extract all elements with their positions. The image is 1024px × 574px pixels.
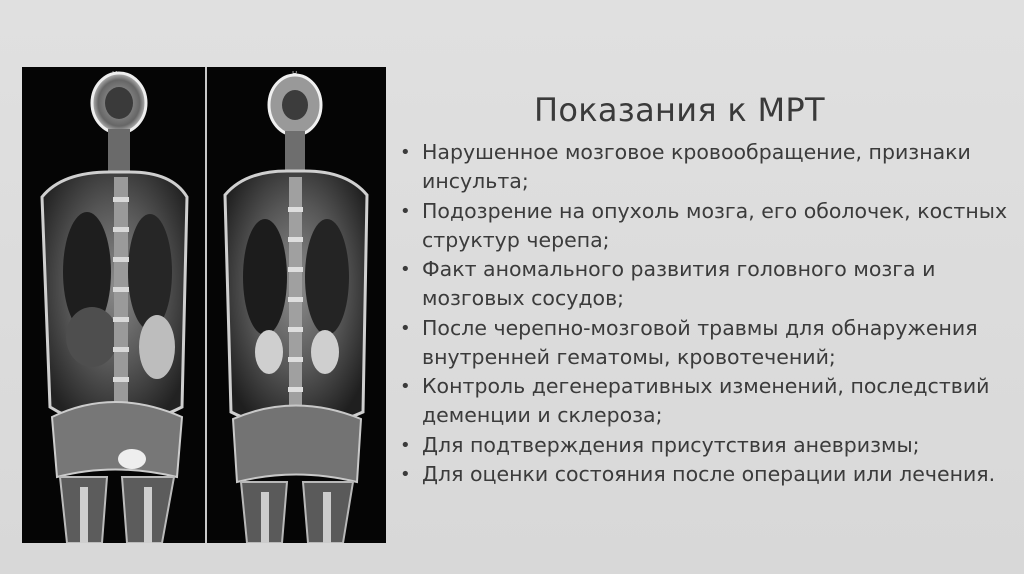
- list-item: [398, 372, 1010, 430]
- list-item: [398, 255, 1010, 313]
- bullet-icon: •: [400, 259, 411, 280]
- indications-list: [398, 138, 1010, 490]
- bullet-icon: •: [400, 434, 411, 456]
- list-item: [398, 138, 1010, 196]
- list-item-text: Для оценки состояния после операции или лечения.: [422, 462, 996, 486]
- mri-scan-left: [22, 67, 205, 543]
- list-item-text: Подозрение на опухоль мозга, его оболочек, костных структур черепа;: [422, 198, 1008, 252]
- bullet-icon: •: [400, 376, 411, 397]
- list-item-text: Нарушенное мозговое кровообращение, признаки инсульта;: [422, 140, 971, 193]
- list-item: [398, 431, 1010, 460]
- list-item: [398, 314, 1010, 372]
- bullet-icon: •: [400, 317, 411, 339]
- bullet-icon: •: [400, 464, 411, 485]
- bullet-icon: •: [400, 200, 411, 222]
- list-item-text: Факт аномального развития головного мозга и мозговых сосудов;: [422, 257, 936, 310]
- list-item-text: Для подтверждения присутствия аневризмы;: [422, 432, 920, 457]
- list-item-text: Контроль дегенеративных изменений, последствий деменции и склероза;: [422, 374, 990, 427]
- list-item-text: После черепно-мозговой травмы для обнаружения внутренней гематомы, кровотечений;: [422, 315, 978, 369]
- list-item: [398, 460, 1010, 489]
- bullet-icon: •: [400, 142, 411, 163]
- mri-image-panel: [22, 67, 386, 543]
- slide-title: Показания к МРТ: [534, 91, 825, 130]
- mri-scan-right: [207, 67, 386, 543]
- list-item: [398, 197, 1010, 255]
